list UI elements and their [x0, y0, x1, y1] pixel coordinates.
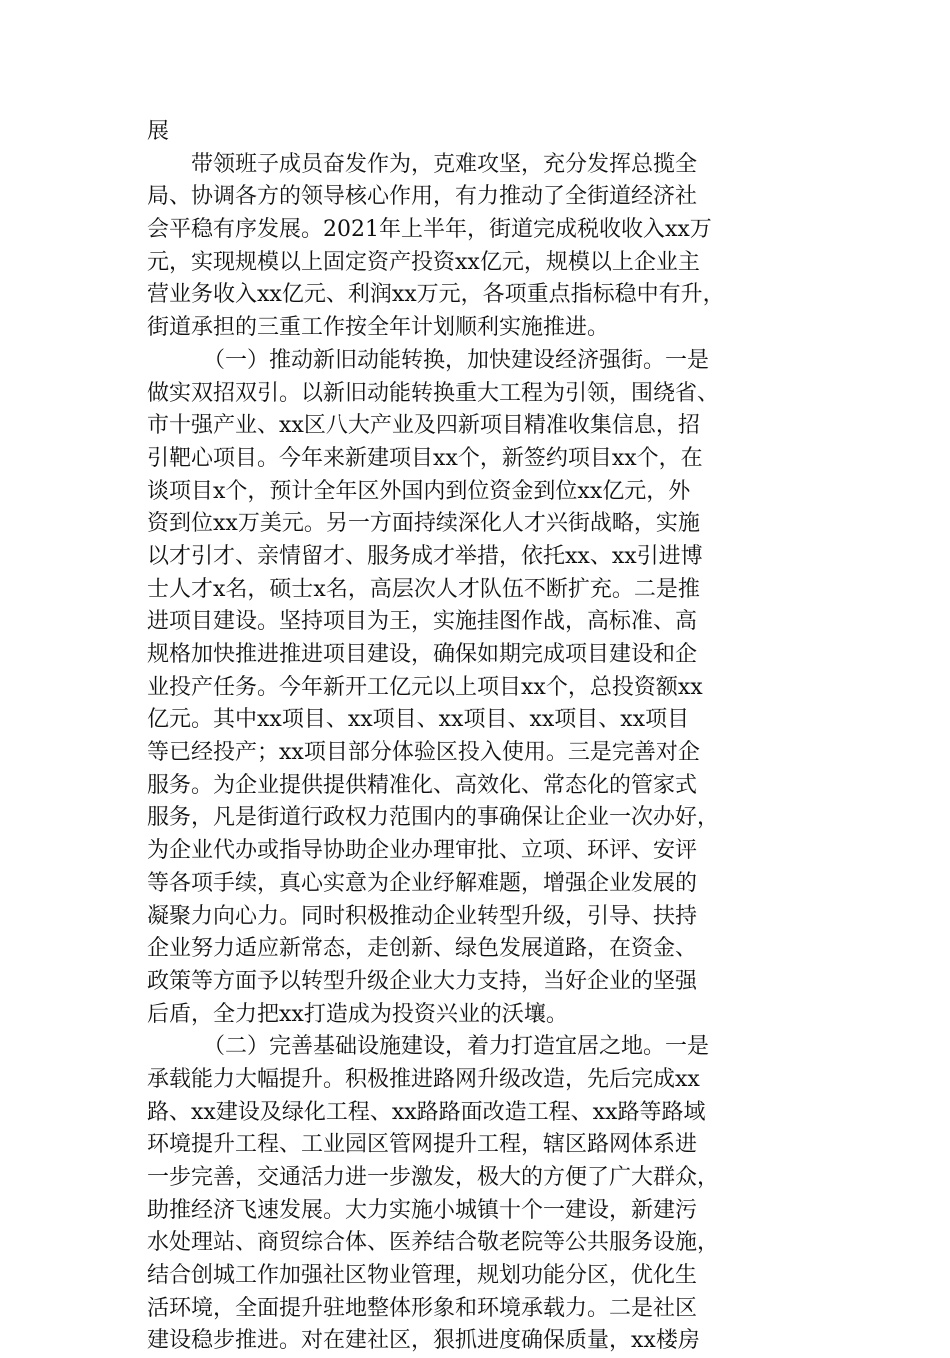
- text-line: 等各项手续，真心实意为企业纾解难题，增强企业发展的: [147, 870, 698, 896]
- text-line: 后盾，全力把xx打造成为投资兴业的沃壤。: [147, 1001, 568, 1027]
- text-line: 政策等方面予以转型升级企业大力支持，当好企业的坚强: [147, 968, 698, 994]
- text-line: 环境提升工程、工业园区管网提升工程，辖区路网体系进: [147, 1132, 698, 1158]
- text-line: 士人才x名，硕士x名，高层次人才队伍不断扩充。二是推: [147, 576, 700, 602]
- text-line: 企业努力适应新常态，走创新、绿色发展道路，在资金、: [147, 936, 698, 962]
- document-body: [147, 116, 807, 1358]
- text-line: 展: [147, 119, 170, 144]
- text-line: 活环境，全面提升驻地整体形象和环境承载力。二是社区: [147, 1295, 698, 1321]
- text-line: 局、协调各方的领导核心作用，有力推动了全街道经济社: [147, 184, 698, 210]
- text-line: 等已经投产；xx项目部分体验区投入使用。三是完善对企: [147, 740, 700, 766]
- text-line: 助推经济飞速发展。大力实施小城镇十个一建设，新建污: [147, 1197, 698, 1223]
- text-line: 结合创城工作加强社区物业管理，规划功能分区，优化生: [147, 1263, 698, 1289]
- text-line: （一）推动新旧动能转换，加快建设经济强街。一是: [203, 347, 710, 373]
- text-line: 做实双招双引。以新旧动能转换重大工程为引领，围绕省、: [147, 380, 720, 406]
- text-line: （二）完善基础设施建设，着力打造宜居之地。一是: [203, 1034, 710, 1060]
- text-line: 一步完善，交通活力进一步激发，极大的方便了广大群众，: [147, 1165, 720, 1190]
- text-line: 市十强产业、xx区八大产业及四新项目精准收集信息，招: [147, 413, 700, 439]
- text-line: 资到位xx万美元。另一方面持续深化人才兴街战略，实施: [147, 511, 700, 537]
- text-line: 建设稳步推进。对在建社区，狠抓进度确保质量，xx楼房: [147, 1328, 700, 1354]
- text-line: 谈项目x个，预计全年区外国内到位资金到位xx亿元，外: [147, 478, 691, 504]
- text-line: 路、xx建设及绿化工程、xx路路面改造工程、xx路等路域: [147, 1099, 706, 1125]
- text-line: 带领班子成员奋发作为，克难攻坚，充分发挥总揽全: [191, 151, 698, 177]
- text-line: 凝聚力向心力。同时积极推动企业转型升级，引导、扶持: [147, 903, 698, 929]
- text-line: 亿元。其中xx项目、xx项目、xx项目、xx项目、xx项目: [147, 707, 690, 733]
- text-line: 承载能力大幅提升。积极推进路网升级改造，先后完成xx: [147, 1066, 700, 1092]
- text-line: 以才引才、亲情留才、服务成才举措，依托xx、xx引进博: [147, 543, 703, 569]
- text-line: 街道承担的三重工作按全年计划顺利实施推进。: [147, 315, 610, 341]
- text-line: 规格加快推进推进项目建设，确保如期完成项目建设和企: [147, 642, 698, 667]
- text-line: 营业务收入xx亿元、利润xx万元，各项重点指标稳中有升，: [147, 282, 725, 308]
- text-line: 为企业代办或指导协助企业办理审批、立项、环评、安评: [147, 838, 698, 864]
- text-line: 引靶心项目。今年来新建项目xx个，新签约项目xx个，在: [147, 445, 703, 471]
- text-line: 服务。为企业提供提供精准化、高效化、常态化的管家式: [147, 772, 698, 798]
- text-line: 服务，凡是街道行政权力范围内的事确保让企业一次办好，: [147, 805, 720, 831]
- text-line: 进项目建设。坚持项目为王，实施挂图作战，高标准、高: [147, 609, 698, 635]
- text-line: 会平稳有序发展。2021年上半年，街道完成税收收入xx万: [147, 217, 712, 243]
- text-line: 水处理站、商贸综合体、医养结合敬老院等公共服务设施，: [147, 1230, 720, 1256]
- text-line: 业投产任务。今年新开工亿元以上项目xx个，总投资额xx: [147, 674, 703, 700]
- text-line: 元，实现规模以上固定资产投资xx亿元，规模以上企业主: [147, 249, 700, 275]
